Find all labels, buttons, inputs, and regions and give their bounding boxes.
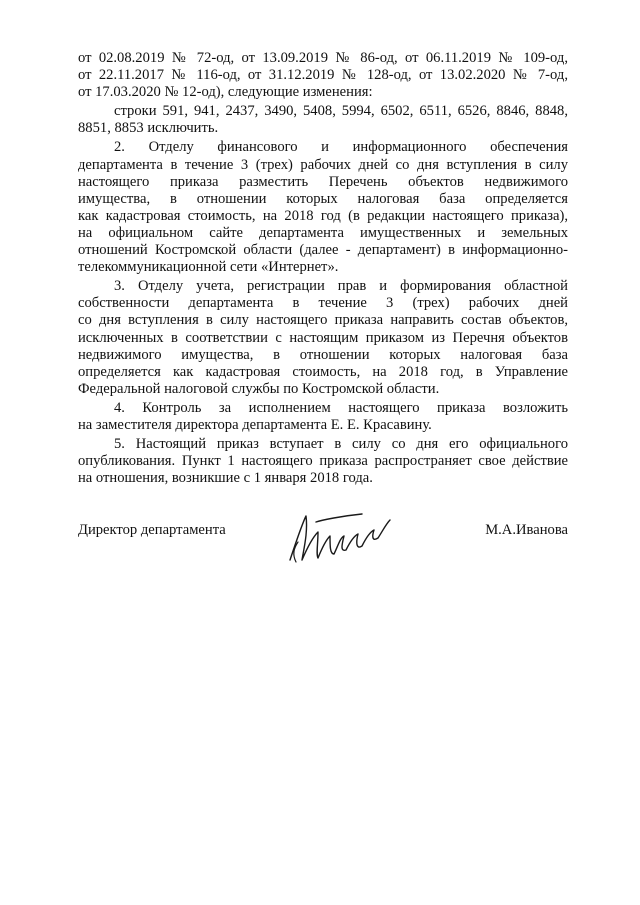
- text-line: имущества, в отношении которых налоговая база определяется: [78, 190, 568, 207]
- text-line: 8851, 8853 исключить.: [78, 120, 219, 137]
- text-line: опубликования. Пункт 1 настоящего приказа распространяет свое действие: [78, 453, 568, 470]
- text-line: определяется как кадастровая стоимость, на 2018 год, в Управление: [78, 363, 568, 380]
- document-body: [78, 50, 568, 487]
- text-line: 2. Отделу финансового и информационного обеспечения: [114, 139, 568, 156]
- paragraph-3: [78, 278, 568, 398]
- text-line: 5. Настоящий приказ вступает в силу со дня его официального: [114, 436, 568, 453]
- text-line: 4. Контроль за исполнением настоящего приказа возложить: [114, 399, 568, 416]
- text-line: со дня вступления в силу настоящего приказа направить состав объектов,: [78, 312, 568, 329]
- text-line: 3. Отделу учета, регистрации прав и формирования областной: [114, 278, 568, 295]
- signatory-title: Директор департамента: [78, 522, 226, 538]
- text-line: на заместителя директора департамента Е. Е. Красавину.: [78, 416, 432, 433]
- rows-paragraph: [78, 103, 568, 137]
- paragraph-5: [78, 436, 568, 487]
- text-line: собственности департамента в течение 3 (трех) рабочих дней: [78, 295, 568, 312]
- text-line: департамента в течение 3 (трех) рабочих дней со дня вступления в силу: [78, 156, 568, 173]
- text-line: телекоммуникационной сети «Интернет».: [78, 259, 339, 276]
- text-line: недвижимого имущества, в отношении которых налоговая база: [78, 346, 568, 363]
- text-line: от 17.03.2020 № 12-од), следующие изменения:: [78, 84, 373, 101]
- intro-paragraph: [78, 50, 568, 101]
- text-line: Федеральной налоговой службы по Костромской области.: [78, 380, 440, 397]
- paragraph-2: [78, 139, 568, 276]
- signatory-name: М.А.Иванова: [485, 522, 568, 538]
- signature-block: [78, 512, 568, 572]
- text-line: от 22.11.2017 № 116-од, от 31.12.2019 № 128-од, от 13.02.2020 № 7-од,: [78, 67, 568, 84]
- text-line: от 02.08.2019 № 72-од, от 13.09.2019 № 86-од, от 06.11.2019 № 109-од,: [78, 50, 568, 66]
- text-line: отношений Костромской области (далее - департамент) в информационно-: [78, 242, 568, 259]
- text-line: как кадастровая стоимость, на 2018 год (в редакции настоящего приказа),: [78, 207, 568, 224]
- text-line: строки 591, 941, 2437, 3490, 5408, 5994, 6502, 6511, 6526, 8846, 8848,: [114, 103, 568, 120]
- paragraph-4: [78, 400, 568, 434]
- text-line: исключенных в соответствии с настоящим приказом из Перечня объектов: [78, 329, 568, 346]
- handwritten-signature: [282, 502, 402, 572]
- text-line: настоящего приказа разместить Перечень объектов недвижимого: [78, 173, 568, 190]
- text-line: на отношения, возникшие с 1 января 2018 года.: [78, 470, 373, 487]
- text-line: на официальном сайте департамента имущественных и земельных: [78, 224, 568, 241]
